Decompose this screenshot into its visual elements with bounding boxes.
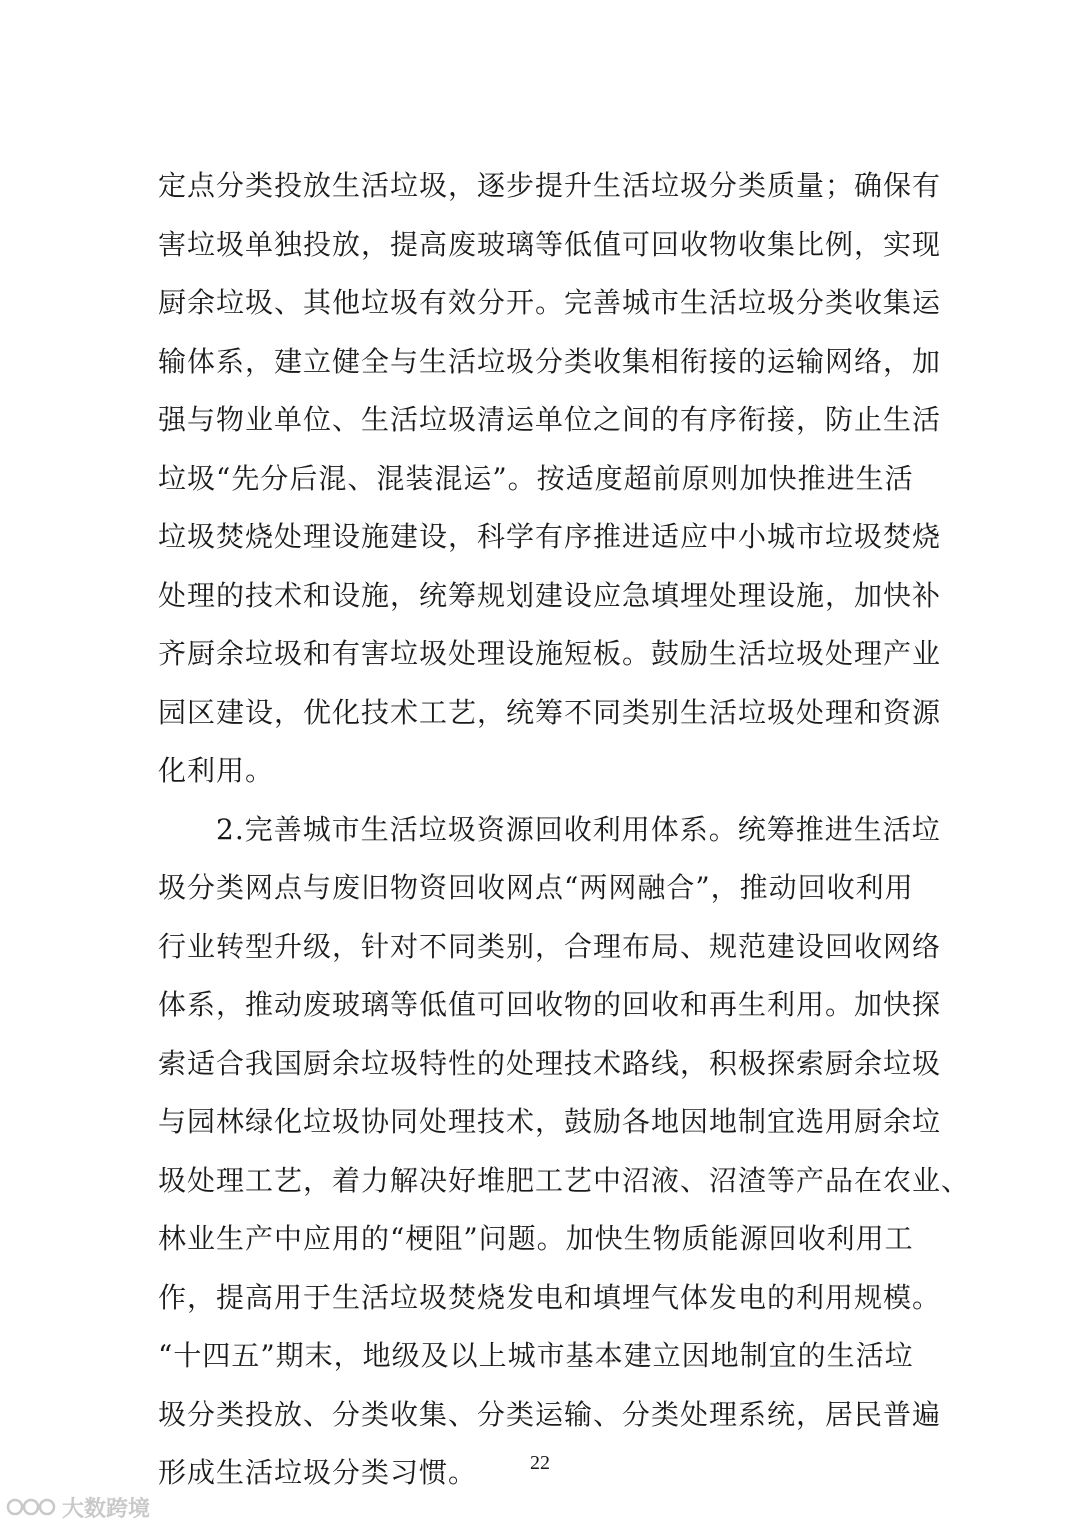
- watermark-text: 大数跨境: [62, 1496, 151, 1522]
- text-line: 齐厨余垃圾和有害垃圾处理设施短板。鼓励生活垃圾处理产业: [158, 637, 942, 670]
- text-line: 2.完善城市生活垃圾资源回收利用体系。统筹推进生活垃: [158, 812, 941, 846]
- text-line: 输体系，建立健全与生活垃圾分类收集相衔接的运输网络，加: [158, 344, 942, 378]
- text-line: 厨余垃圾、其他垃圾有效分开。完善城市生活垃圾分类收集运: [158, 286, 942, 319]
- text-line: 形成生活垃圾分类习惯。: [158, 1456, 478, 1489]
- page-number: 22: [530, 1452, 550, 1474]
- text-line: 圾分类投放、分类收集、分类运输、分类处理系统，居民普遍: [158, 1397, 942, 1431]
- text-line: 行业转型升级，针对不同类别，合理布局、规范建设回收网络: [158, 929, 942, 963]
- watermark: [6, 1492, 150, 1522]
- text-line: 圾处理工艺，着力解决好堆肥工艺中沼液、沼渣等产品在农业、: [158, 1163, 971, 1197]
- text-line: 与园林绿化垃圾协同处理技术，鼓励各地因地制宜选用厨余垃: [158, 1105, 942, 1138]
- text-line: 强与物业单位、生活垃圾清运单位之间的有序衔接，防止生活: [158, 403, 942, 436]
- text-line: 索适合我国厨余垃圾特性的处理技术路线，积极探索厨余垃圾: [158, 1046, 942, 1080]
- text-line: 垃圾焚烧处理设施建设，科学有序推进适应中小城市垃圾焚烧: [158, 520, 942, 553]
- logo-icon: [6, 1494, 56, 1520]
- body-text: [158, 157, 971, 1503]
- text-line: 林业生产中应用的“梗阻”问题。加快生物质能源回收利用工: [158, 1222, 914, 1255]
- text-line: “十四五”期末，地级及以上城市基本建立因地制宜的生活垃: [158, 1339, 914, 1372]
- text-line: 定点分类投放生活垃圾，逐步提升生活垃圾分类质量；确保有: [158, 169, 942, 202]
- text-line: 垃圾“先分后混、混装混运”。按适度超前原则加快推进生活: [158, 461, 914, 495]
- text-line: 作，提高用于生活垃圾焚烧发电和填埋气体发电的利用规模。: [158, 1280, 942, 1314]
- text-line: 圾分类网点与废旧物资回收网点“两网融合”，推动回收利用: [158, 871, 914, 904]
- text-line: 害垃圾单独投放，提高废玻璃等低值可回收物收集比例，实现: [158, 227, 942, 261]
- text-line: 体系，推动废玻璃等低值可回收物的回收和再生利用。加快探: [158, 988, 942, 1021]
- text-line: 化利用。: [158, 754, 275, 787]
- text-line: 处理的技术和设施，统筹规划建设应急填埋处理设施，加快补: [158, 578, 942, 612]
- text-line: 园区建设，优化技术工艺，统筹不同类别生活垃圾处理和资源: [158, 695, 942, 729]
